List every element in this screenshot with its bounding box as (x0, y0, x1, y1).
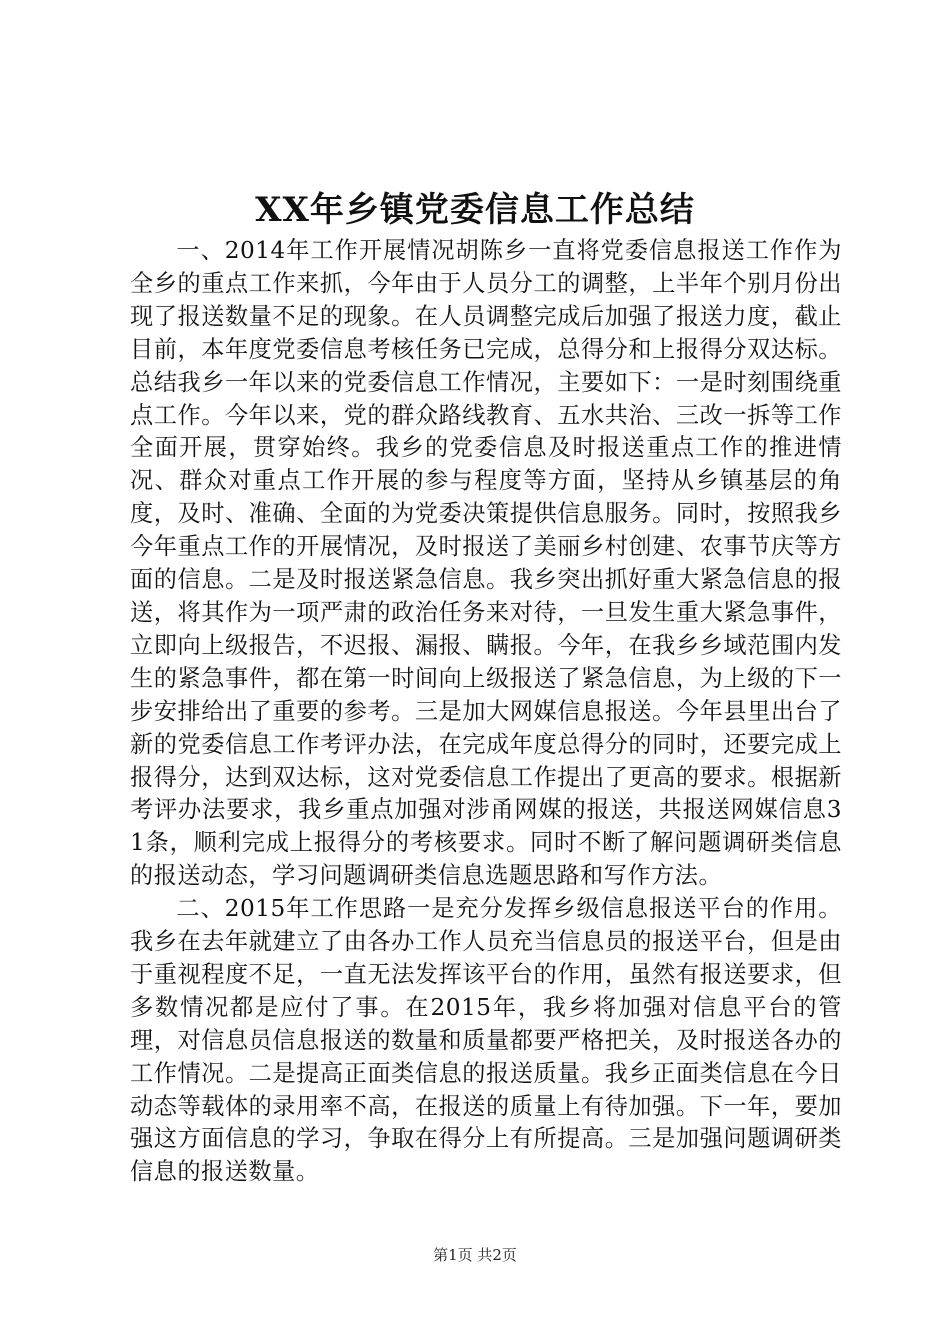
paragraph-2014-review: 一、2014年工作开展情况胡陈乡一直将党委信息报送工作作为全乡的重点工作来抓，今年由于人员分工的调整，上半年个别月份出现了报送数量不足的现象。在人员调整完成后加强了报送力度，截止目前，本年度党委信息考核任务已完成，总得分和上报得分双达标。总结我乡一年以来的党委信息工作情况，主要如下：一是时刻围绕重点工作。今年以来，党的群众路线教育、五水共治、三改一拆等工作全面开展，贯穿始终。我乡的党委信息及时报送重点工作的推进情况、群众对重点工作开展的参与程度等方面，坚持从乡镇基层的角度，及时、准确、全面的为党委决策提供信息服务。同时，按照我乡今年重点工作的开展情况，及时报送了美丽乡村创建、农事节庆等方面的信息。二是及时报送紧急信息。我乡突出抓好重大紧急信息的报送，将其作为一项严肃的政治任务来对待，一旦发生重大紧急事件，立即向上级报告，不迟报、漏报、瞒报。今年，在我乡乡域范围内发生的紧急事件，都在第一时间向上级报送了紧急信息，为上级的下一步安排给出了重要的参考。三是加大网媒信息报送。今年县里出台了新的党委信息工作考评办法，在完成年度总得分的同时，还要完成上报得分，达到双达标，这对党委信息工作提出了更高的要求。根据新考评办法要求，我乡重点加强对涉甬网媒的报送，共报送网媒信息31条，顺利完成上报得分的考核要求。同时不断了解问题调研类信息的报送动态，学习问题调研类信息选题思路和写作方法。 (130, 237, 842, 890)
document-body (130, 235, 842, 1189)
page-number-footer: 第1页 共2页 (433, 1246, 517, 1264)
document-title: XX年乡镇党委信息工作总结 (255, 190, 695, 230)
paragraph-2015-plan: 二、2015年工作思路一是充分发挥乡级信息报送平台的作用。我乡在去年就建立了由各办工作人员充当信息员的报送平台，但是由于重视程度不足，一直无法发挥该平台的作用，虽然有报送要求，但多数情况都是应付了事。在2015年，我乡将加强对信息平台的管理，对信息员信息报送的数量和质量都要严格把关，及时报送各办的工作情况。二是提高正面类信息的报送质量。我乡正面类信息在今日动态等载体的录用率不高，在报送的质量上有待加强。下一年，要加强这方面信息的学习，争取在得分上有所提高。三是加强问题调研类信息的报送数量。 (130, 895, 842, 1186)
